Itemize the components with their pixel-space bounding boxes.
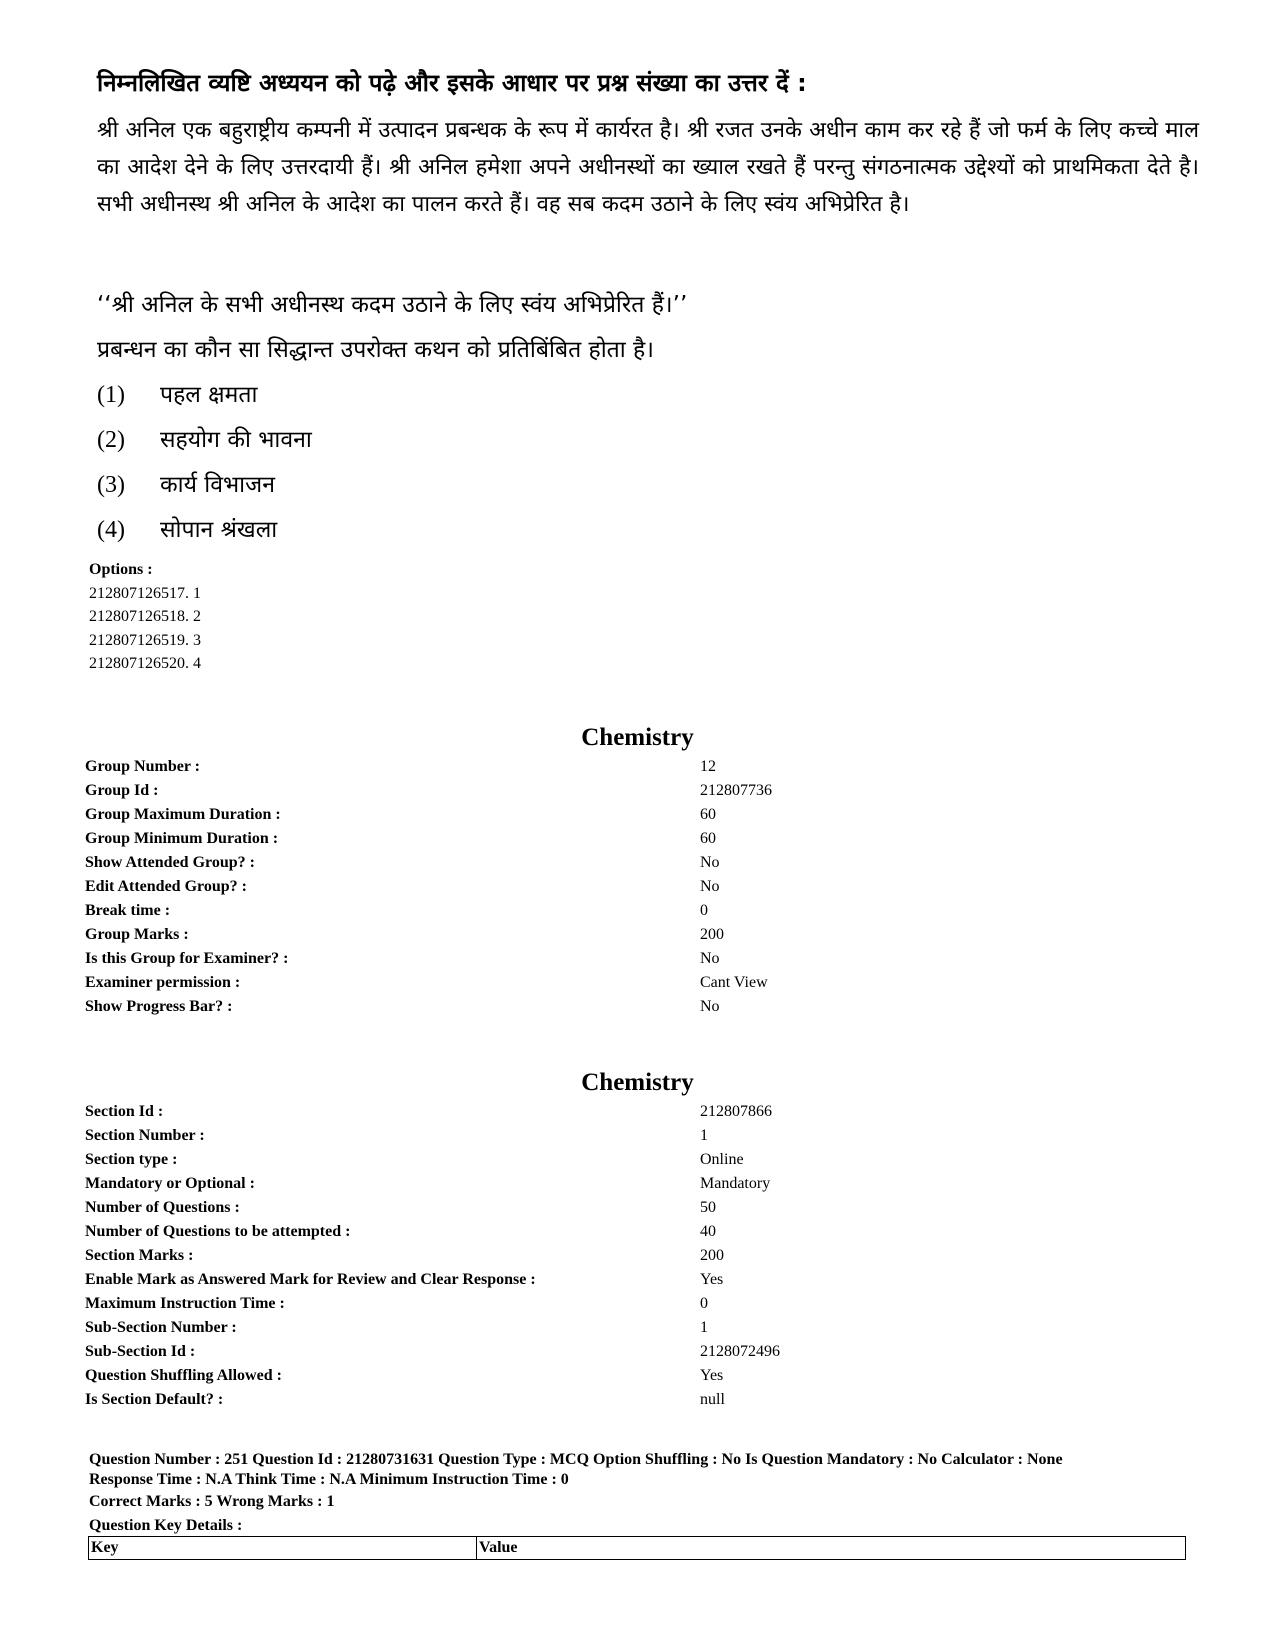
key-column-header: Key <box>89 1537 477 1560</box>
detail-row <box>85 803 1185 827</box>
detail-row <box>85 995 1185 1019</box>
detail-row <box>85 1196 1185 1220</box>
detail-key: Group Minimum Duration : <box>85 830 279 847</box>
section-details <box>85 1100 1185 1412</box>
question-text: प्रबन्धन का कौन सा सिद्धान्त उपरोक्त कथन को प्रतिबिंबित होता है। <box>97 337 654 363</box>
detail-key: Section type : <box>85 1151 178 1168</box>
section-title: Chemistry <box>581 1069 694 1096</box>
detail-key: Maximum Instruction Time : <box>85 1295 285 1312</box>
option-item: 212807126519. 3 <box>89 631 201 649</box>
detail-value: No <box>700 878 720 895</box>
detail-key: Examiner permission : <box>85 974 241 991</box>
choice-number: (3) <box>97 472 125 498</box>
detail-value: No <box>700 998 720 1015</box>
detail-key: Edit Attended Group? : <box>85 878 247 895</box>
question-meta-line: Question Number : 251 Question Id : 21280731631 Question Type : MCQ Option Shuffling : No Is Question Mandatory : No Calculator : None <box>89 1451 1063 1468</box>
detail-key: Section Id : <box>85 1103 164 1120</box>
detail-key: Mandatory or Optional : <box>85 1175 255 1192</box>
choice-number: (4) <box>97 517 125 543</box>
choice-text: कार्य विभाजन <box>160 472 275 498</box>
choice-number: (1) <box>97 382 125 408</box>
detail-value: No <box>700 854 720 871</box>
key-table-header-row <box>89 1537 1186 1560</box>
choice-3 <box>97 468 797 513</box>
group-details <box>85 755 1185 1019</box>
detail-row <box>85 1364 1185 1388</box>
detail-row <box>85 1268 1185 1292</box>
detail-value: 1 <box>700 1319 708 1336</box>
choice-text: सोपान श्रंखला <box>160 517 278 543</box>
quoted-statement: ‘‘श्री अनिल के सभी अधीनस्थ कदम उठाने के लिए स्वंय अभिप्रेरित हैं।’’ <box>97 292 688 318</box>
option-item: 212807126517. 1 <box>89 584 201 602</box>
detail-value: No <box>700 950 720 967</box>
detail-key: Group Maximum Duration : <box>85 806 281 823</box>
detail-value: Cant View <box>700 974 768 991</box>
detail-value: 2128072496 <box>700 1343 780 1360</box>
detail-value: Online <box>700 1151 744 1168</box>
detail-value: 50 <box>700 1199 716 1216</box>
group-title: Chemistry <box>581 724 694 751</box>
detail-row <box>85 1388 1185 1412</box>
detail-key: Group Marks : <box>85 926 189 943</box>
detail-row <box>85 1292 1185 1316</box>
detail-row <box>85 1220 1185 1244</box>
passage-heading: निम्नलिखित व्यष्टि अध्ययन को पढ़े और इसके आधार पर प्रश्न संख्या का उत्तर दें : <box>97 69 807 97</box>
detail-value: 0 <box>700 1295 708 1312</box>
detail-key: Enable Mark as Answered Mark for Review and Clear Response : <box>85 1271 536 1288</box>
detail-row <box>85 899 1185 923</box>
detail-row <box>85 1124 1185 1148</box>
detail-key: Is Section Default? : <box>85 1391 224 1408</box>
option-item: 212807126520. 4 <box>89 655 201 672</box>
detail-key: Group Id : <box>85 782 159 799</box>
choice-4 <box>97 513 797 558</box>
choice-text: पहल क्षमता <box>160 382 258 408</box>
detail-key: Show Attended Group? : <box>85 854 255 871</box>
key-details-label: Question Key Details : <box>89 1517 243 1534</box>
option-item: 212807126518. 2 <box>89 608 201 625</box>
marks-line: Correct Marks : 5 Wrong Marks : 1 <box>89 1493 335 1510</box>
detail-row <box>85 923 1185 947</box>
detail-row <box>85 947 1185 971</box>
detail-key: Sub-Section Number : <box>85 1319 237 1336</box>
detail-row <box>85 851 1185 875</box>
detail-key: Sub-Section Id : <box>85 1343 196 1360</box>
detail-value: Yes <box>700 1271 724 1288</box>
options-label: Options : <box>89 561 153 578</box>
detail-row <box>85 1244 1185 1268</box>
detail-row <box>85 1316 1185 1340</box>
detail-value: Yes <box>700 1367 724 1384</box>
detail-value: 0 <box>700 902 708 919</box>
question-meta <box>89 1450 1209 1538</box>
detail-key: Number of Questions : <box>85 1199 240 1216</box>
detail-row <box>85 1172 1185 1196</box>
detail-value: Mandatory <box>700 1175 771 1192</box>
detail-key: Section Marks : <box>85 1247 194 1264</box>
detail-value: 12 <box>700 758 716 775</box>
detail-row <box>85 971 1185 995</box>
detail-value: null <box>700 1391 725 1408</box>
question-meta-line: Response Time : N.A Think Time : N.A Minimum Instruction Time : 0 <box>89 1471 569 1488</box>
answer-choices <box>97 378 797 558</box>
case-study-passage: श्री अनिल एक बहुराष्ट्रीय कम्पनी में उत्पादन प्रबन्धक के रूप में कार्यरत है। श्री रजत उनके अधीन काम कर रहे हैं जो फर्म के लिए कच्चे माल का आदेश देने के लिए उत्तरदायी हैं। श्री अनिल हमेशा अपने अधीनस्थों का ख्याल रखते हैं परन्तु संगठनात्मक उद्देश्यों को प्राथमिकता देते है। सभी अधीनस्थ श्री अनिल के आदेश का पालन करते हैं। वह सब कदम उठाने के लिए स्वंय अभिप्रेरित है। <box>97 118 1199 217</box>
detail-key: Show Progress Bar? : <box>85 998 233 1015</box>
value-column-header: Value <box>477 1537 1186 1560</box>
detail-row <box>85 827 1185 851</box>
choice-2 <box>97 423 797 468</box>
detail-value: 200 <box>700 1247 724 1264</box>
detail-value: 40 <box>700 1223 716 1240</box>
detail-key: Question Shuffling Allowed : <box>85 1367 282 1384</box>
detail-key: Number of Questions to be attempted : <box>85 1223 351 1240</box>
detail-value: 60 <box>700 806 716 823</box>
detail-value: 212807866 <box>700 1103 772 1120</box>
detail-key: Group Number : <box>85 758 200 775</box>
detail-row <box>85 1148 1185 1172</box>
choice-number: (2) <box>97 427 125 453</box>
detail-value: 200 <box>700 926 724 943</box>
key-table <box>88 1536 1186 1560</box>
choice-1 <box>97 378 797 423</box>
detail-row <box>85 755 1185 779</box>
detail-row <box>85 875 1185 899</box>
choice-text: सहयोग की भावना <box>160 427 312 453</box>
detail-value: 1 <box>700 1127 708 1144</box>
detail-value: 212807736 <box>700 782 772 799</box>
detail-row <box>85 1340 1185 1364</box>
detail-key: Section Number : <box>85 1127 205 1144</box>
options-list <box>89 558 201 676</box>
detail-key: Break time : <box>85 902 171 919</box>
detail-key: Is this Group for Examiner? : <box>85 950 289 967</box>
detail-value: 60 <box>700 830 716 847</box>
detail-row <box>85 1100 1185 1124</box>
detail-row <box>85 779 1185 803</box>
